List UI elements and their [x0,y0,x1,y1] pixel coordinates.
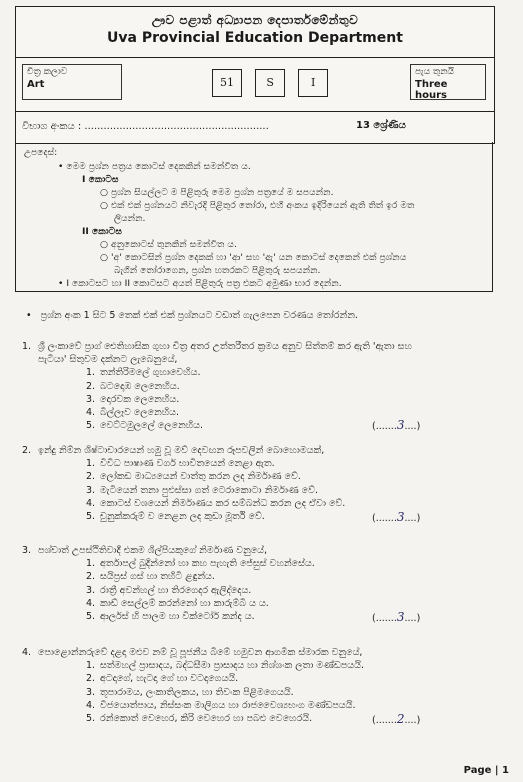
answer-blank-1[interactable]: (.......3....) [372,418,421,432]
option: 4. කාඩ් සෙල්ලම් කරන්නෝ හා කාරුම්බි ය ය. [86,597,269,609]
option: 2. අටදාගේ, හැටදා ගේ හා වටදාගෙයයි. [86,673,239,685]
question-3 [22,544,492,623]
handwritten-answer: 3 [396,418,405,432]
index-row [16,112,494,142]
paper-code-medium: S [255,69,285,97]
answer-blank-2[interactable]: (.......3....) [372,510,421,524]
option: 3. මැටියෙන් තනා පුළුස්සා ගත් ටෙරාකොටා නිර්මාණ වේ. [86,484,318,496]
handwritten-answer: 2 [396,712,405,726]
subject-english: Art [27,79,45,90]
instruction-part-heading: II කොටස [82,226,122,237]
handwritten-answer: 3 [396,610,405,624]
department-banner [16,7,494,58]
duration-box [410,64,486,100]
instructions-title: උපදෙස්: [24,147,58,158]
index-number-field[interactable]: විභාග අංකය : .......................................................... [22,121,269,132]
option: 2. සයිප්‍රස් ගස් හා තහිටි ළඳුන්ය. [86,571,215,583]
paper-codes [212,69,336,97]
question-stem: පශ්චාත් උපස්ථිතිවාදී එකම ශිල්පියකුගේ නිර්මාණ වනුයේ, [38,545,268,556]
paper-code-number: 51 [212,69,242,97]
option: 4. විජයොත්පාය, නිස්සංක මාලිගය හා රාජවෛශ්‍යභංග මණ්ඩපයයි. [86,699,356,711]
instruction-line: • I කොටසට හා II කොටසට අයත් පිළිතුරු පත්‍ර එකට අමුණා භාර දෙන්න. [58,278,342,289]
instruction-line: බැගින් තෝරාගෙන, ප්‍රශ්න හතරකට පිළිතුරු සපයන්න. [114,265,321,276]
department-title-sinhala: ඌව පළාත් අධ්‍යාපන දෙපාර්තමේන්තුව [151,13,359,27]
option: 1. සත්මහල් ප්‍රාසාදය, බද්ධසීමා ප්‍රාසාදය හා නිශ්ශංක ලතා මණ්ඩපයයි. [86,660,364,672]
option: 1. තන්තිරිමලේ ගුහාවෙහිය. [86,367,201,379]
instruction-line: • මෙම ප්‍රශ්න පත්‍රය කොටස් දෙකකින් සමන්විත ය. [58,161,251,172]
instruction-line: ○ ප්‍රශ්න සියල්ලට ම පිළිතුරු මෙම ප්‍රශ්න පත්‍රයේ ම සපයන්න. [100,187,334,198]
option: 4. කොටස් වශයෙන් නිර්මාණය කර සම්බන්ධ කරන ලද ඒවා වේ. [86,497,346,509]
option: 5. ආර්ලස් හි පාලම හා වික්ටෝර් කන්ද ය. [86,611,255,623]
option: 3. රාත්‍රී අවන්හල් හා තිරගෙදර ඇලිද්දෙය. [86,584,252,596]
question-number: 3. [22,545,32,556]
option: 3. දොරවක ලෙනෙහිය. [86,393,180,405]
option: 4. බිල්ලෑව ලෙනෙහිය. [86,407,180,419]
option: 1. විවිධ පාෂාණ වර්ග භාවිතයෙන් නෙළා ඇත. [86,458,275,470]
grade-label: 13 ශ්‍රේණිය [356,120,406,131]
instruction-part-heading: I කොටස [82,174,119,185]
option: 5. රන්කොත් වෙහෙර, කිරි වෙහෙර හා පබළු වෙහෙරයි. [86,713,313,725]
instruction-line: ලියන්න. [114,213,146,224]
handwritten-answer: 3 [396,510,405,524]
instruction-line: ○ එක් එක් ප්‍රශ්නයට නිවැරදි පිළිතුර තෝරා, එහි අංකය ඉදිරියෙන් ඇති තිත් ඉර මත [100,200,415,211]
duration-english: Three hours [415,79,448,101]
page-number: Page | 1 [463,765,509,776]
exam-header [15,6,495,144]
question-1 [22,340,492,432]
section-lead: • ප්‍රශ්න අංක 1 සිට 5 තෙක් එක් එක් ප්‍රශ්නයට වඩාත් ගැලපෙන වරණය තෝරන්න. [26,310,358,321]
option: 2. ලෝකඩ මාධ්‍යයෙන් වාත්තු කරන ලද නිර්මාණ වේ. [86,471,301,483]
question-2 [22,444,492,523]
duration-sinhala: පැය තුනයි [415,67,455,77]
question-number: 2. [22,445,32,456]
instructions-box [15,142,493,292]
option: 5. චුනුක්කරුම් ව නෙළන ලද කුඩා මූර්ති වේ. [86,511,265,523]
paper-code-part: I [298,69,328,97]
question-stem: ශ්‍රී ලංකාවේ ප්‍රාග් ඓතිහාසික ගුහා චිත්‍ර අතර උත්තරීතර ක්‍රමය අනුව සිත්තම් කර ඇති 'ඇතා සහ පැටියා' සිතුවම දක්නට ලැබෙනුයේ, [38,341,412,366]
question-stem: ඉන්දු නිම්න ශිෂ්ටාචාරයෙන් හමු වූ මව් දෙවඟන රූපවලින් බොහොමයක්, [38,445,325,456]
question-number: 4. [22,647,32,658]
subject-box [22,64,122,100]
option: 1. අර්තාපල් බුදින්නෝ හා කහ පැහැති ජේසුස් වහන්සේය. [86,558,315,570]
department-title-english: Uva Provincial Education Department [107,30,403,46]
subject-sinhala: චිත්‍ර කලාව [27,67,68,77]
question-stem: පොළොන්නරුවේ දළදා මළුව නම් වූ පූජනීය බිමේ හමුවන ආගමික ස්මාරක වනුයේ, [38,647,363,658]
option: 2. බටදොඹ ලෙනෙහිය. [86,380,180,392]
instruction-line: ○ 'අ' කොටසින් ප්‍රශ්න දෙකක් හා 'ආ' සහ 'ඇ' යන කොටස් දෙකෙන් එක් ප්‍රශ්නය [100,252,407,263]
question-number: 1. [22,341,32,352]
paper-info-row [16,58,494,112]
option: 5. වෙට්ටමුලලේ ලෙනෙහිය. [86,420,204,432]
answer-blank-3[interactable]: (.......3....) [372,610,421,624]
answer-blank-4[interactable]: (.......2....) [372,712,421,726]
option: 3. තූපාරාමය, ලංකාතිලකය, හා තිවංක පිළිමගෙයයි. [86,686,294,698]
question-4 [22,646,492,725]
instruction-line: ○ අනුකොටස් තුනකින් සමන්විත ය. [100,239,237,250]
